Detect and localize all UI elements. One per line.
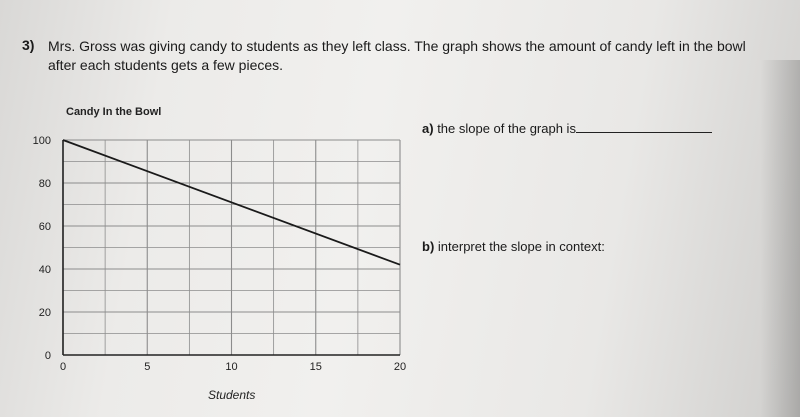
x-tick-label: 15 bbox=[309, 361, 322, 373]
chart-x-axis-label: Students bbox=[208, 388, 256, 402]
chart-title: Candy In the Bowl bbox=[66, 106, 162, 118]
x-tick-label: 5 bbox=[144, 361, 151, 373]
part-a-label: a) bbox=[422, 121, 434, 136]
x-tick-label: 10 bbox=[225, 361, 238, 373]
part-b-label: b) bbox=[422, 239, 435, 254]
y-tick-label: 40 bbox=[38, 264, 51, 276]
page-shadow bbox=[760, 60, 800, 417]
y-tick-label: 80 bbox=[38, 178, 51, 190]
answer-blank[interactable] bbox=[576, 119, 712, 133]
y-tick-label: 20 bbox=[38, 307, 51, 319]
question-text: Mrs. Gross was giving candy to students as they left class. The graph shows the amount of candy left in the bowl after each students gets a few pieces. bbox=[48, 38, 746, 73]
part-a bbox=[422, 119, 712, 136]
y-tick-label: 60 bbox=[38, 221, 51, 233]
part-a-text: the slope of the graph is bbox=[437, 121, 576, 136]
question-number: 3) bbox=[22, 37, 35, 53]
x-tick-label: 20 bbox=[393, 361, 407, 373]
part-b bbox=[422, 239, 605, 254]
y-tick-label: 100 bbox=[32, 135, 51, 147]
x-tick-label: 0 bbox=[59, 361, 67, 373]
part-b-text: interpret the slope in context: bbox=[437, 239, 605, 254]
y-tick-label: 0 bbox=[44, 350, 51, 362]
